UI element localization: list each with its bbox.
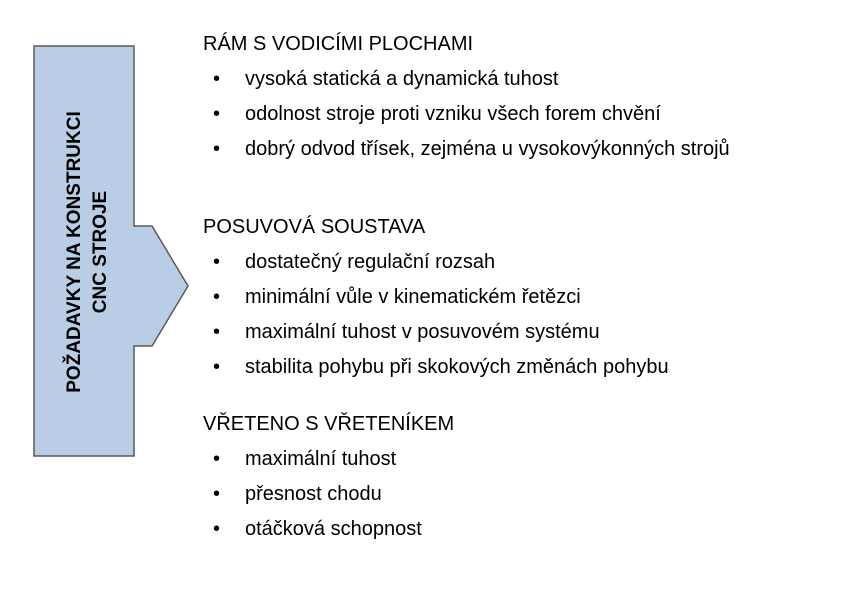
- bullet-icon: •: [213, 251, 221, 273]
- section-spindle-with-headstock: [203, 407, 813, 547]
- section-title: RÁM S VODICÍMI PLOCHAMI: [203, 33, 474, 55]
- bullet-icon: •: [213, 483, 221, 505]
- bullet-item: [203, 477, 813, 512]
- bullet-text: dostatečný regulační rozsah: [245, 251, 496, 273]
- bullet-item: [203, 62, 813, 97]
- bullet-icon: •: [213, 138, 221, 160]
- section-feed-system: [203, 210, 813, 385]
- bullet-icon: •: [213, 103, 221, 125]
- bullet-item: [203, 512, 813, 547]
- bullet-text: vysoká statická a dynamická tuhost: [245, 68, 559, 90]
- bullet-list: [203, 442, 813, 547]
- arrow-label-line-1: POŽADAVKY NA KONSTRUKCI: [64, 111, 85, 393]
- arrow-label-text: [62, 42, 114, 462]
- bullet-icon: •: [213, 68, 221, 90]
- bullet-item: [203, 245, 813, 280]
- bullet-text: minimální vůle v kinematickém řetězci: [245, 286, 581, 308]
- bullet-item: [203, 350, 813, 385]
- bullet-icon: •: [213, 321, 221, 343]
- bullet-text: stabilita pohybu při skokových změnách pohybu: [245, 356, 669, 378]
- arrow-label-line-2: CNC STROJE: [90, 190, 111, 314]
- bullet-icon: •: [213, 448, 221, 470]
- bullet-icon: •: [213, 518, 221, 540]
- bullet-text: maximální tuhost v posuvovém systému: [245, 321, 600, 343]
- bullet-item: [203, 280, 813, 315]
- bullet-text: odolnost stroje proti vzniku všech forem chvění: [245, 103, 661, 125]
- bullet-item: [203, 97, 813, 132]
- bullet-text: maximální tuhost: [245, 448, 397, 470]
- bullet-list: [203, 62, 813, 164]
- bullet-text: otáčková schopnost: [245, 518, 422, 540]
- bullet-item: [203, 442, 813, 477]
- bullet-item: [203, 132, 813, 164]
- bullet-icon: •: [213, 356, 221, 378]
- bullet-text: přesnost chodu: [245, 483, 382, 505]
- bullet-text: dobrý odvod třísek, zejména u vysokovýkonných strojů: [245, 138, 730, 160]
- bullet-icon: •: [213, 286, 221, 308]
- section-title: VŘETENO S VŘETENÍKEM: [203, 413, 455, 435]
- bullet-list: [203, 245, 813, 385]
- section-title: POSUVOVÁ SOUSTAVA: [203, 216, 426, 238]
- bullet-item: [203, 315, 813, 350]
- section-frame-with-guideways: [203, 27, 813, 164]
